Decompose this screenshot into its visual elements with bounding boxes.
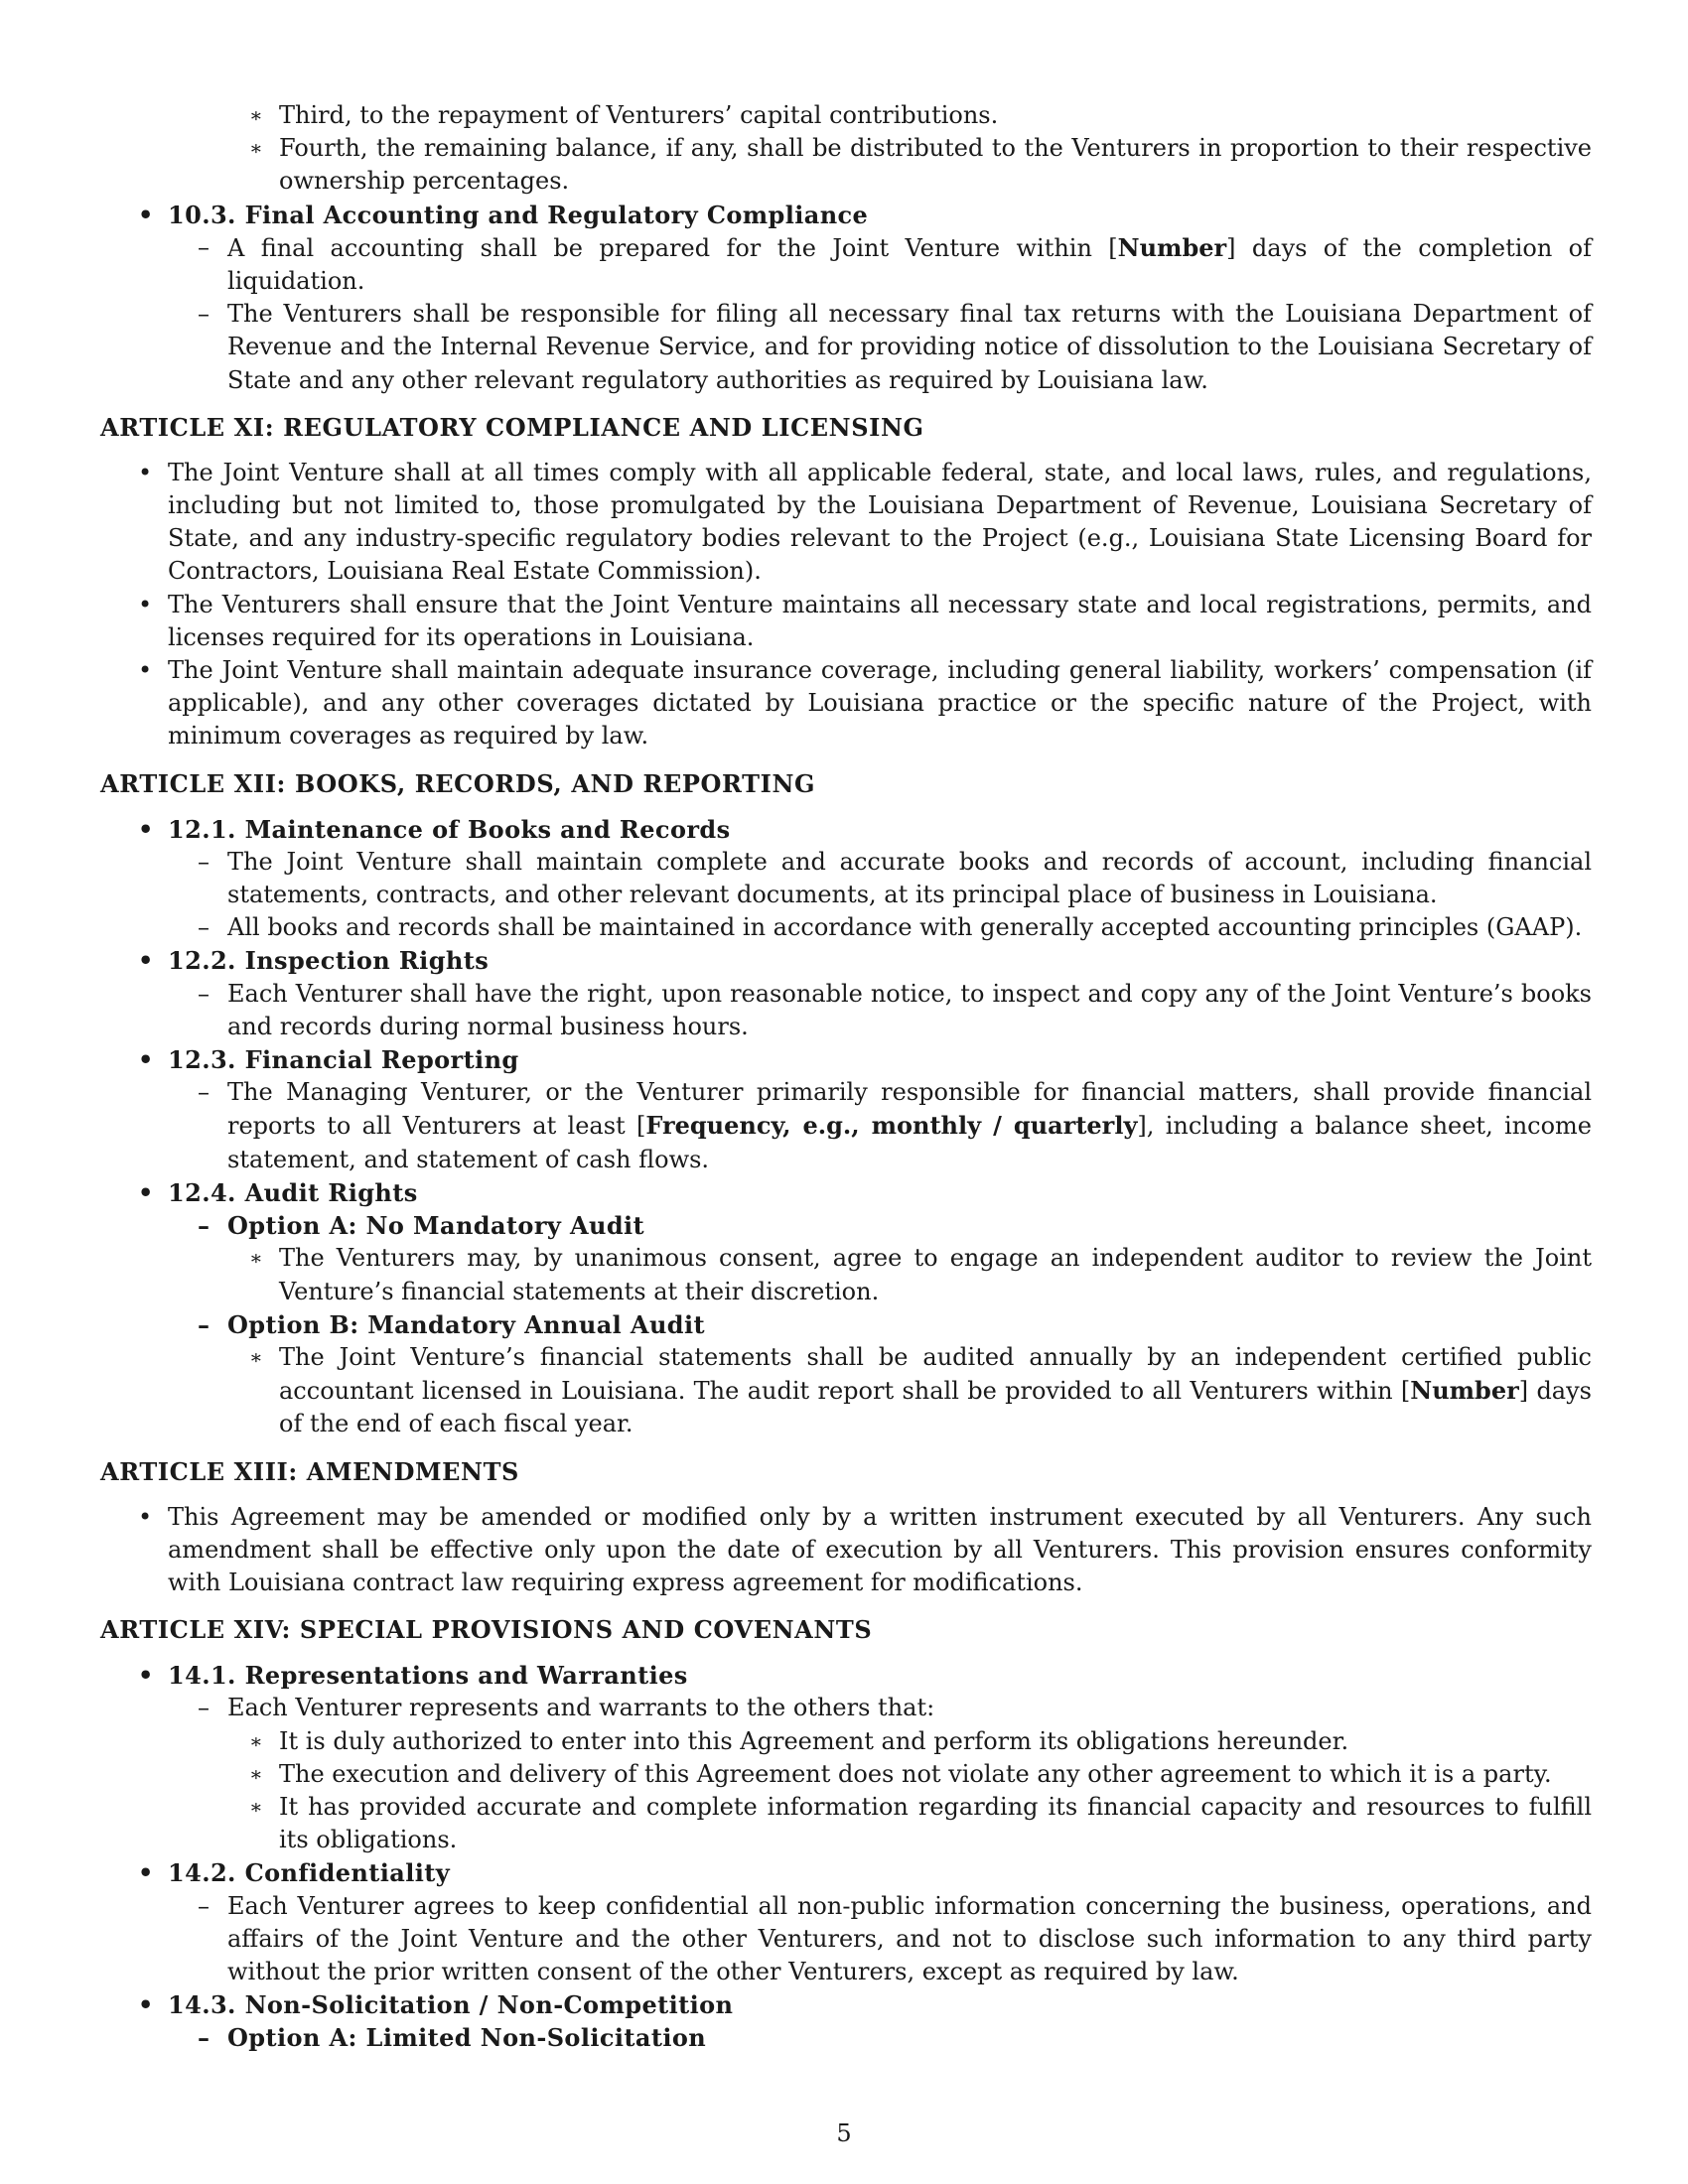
item-text: All books and records shall be maintained in accordance with generally accepted accounting principles (GAAP). <box>227 913 1583 942</box>
list-item <box>100 231 1592 298</box>
option-title <box>100 2021 1592 2054</box>
section-title <box>100 944 1592 977</box>
list-item <box>100 1758 1592 1791</box>
document-page <box>100 99 1592 2055</box>
dash-bullet-icon: – <box>198 300 210 329</box>
bullet-icon: • <box>138 946 154 976</box>
item-text: A final accounting shall be prepared for the Joint Venture within [ <box>227 233 1118 262</box>
item-text: The Venturers shall ensure that the Joint Venture maintains all necessary state and local registrations, permits, and licenses required for its operations in Louisiana. <box>168 590 1592 651</box>
list-item <box>100 978 1592 1043</box>
star-bullet-icon: ∗ <box>249 103 263 127</box>
list-item <box>100 654 1592 753</box>
section-title <box>100 1988 1592 2021</box>
item-text: It has provided accurate and complete information regarding its financial capacity and resources to fulfill its obligations. <box>279 1792 1592 1854</box>
item-text: The Joint Venture shall at all times comply with all applicable federal, state, and local laws, rules, and regulations, including but not limited to, those promulgated by the Louisiana Department of Revenue, Louisiana Secretary of State, and any industry-specific regulatory bodies relevant to the Project (e.g., Louisiana State Licensing Board for Contractors, Louisiana Real Estate Commission). <box>168 458 1592 586</box>
bullet-icon: • <box>138 458 153 486</box>
section-heading-10-3: 10.3. Final Accounting and Regulatory Compliance <box>168 200 869 229</box>
section-title <box>100 1856 1592 1889</box>
star-bullet-icon: ∗ <box>249 1344 263 1369</box>
dash-bullet-icon: – <box>198 1211 211 1241</box>
bullet-icon: • <box>138 590 153 618</box>
item-text: ] days of the end of each fiscal year. <box>279 1377 1592 1438</box>
star-bullet-icon: ∗ <box>249 1794 263 1819</box>
section-title <box>100 813 1592 846</box>
list-item <box>100 1791 1592 1856</box>
list-item <box>100 1341 1592 1441</box>
dash-bullet-icon: – <box>198 913 210 942</box>
section-heading-12-2: 12.2. Inspection Rights <box>168 946 490 976</box>
list-item <box>100 1890 1592 1989</box>
star-bullet-icon: ∗ <box>249 1728 263 1753</box>
section-title <box>100 1043 1592 1076</box>
section-heading-12-1: 12.1. Maintenance of Books and Records <box>168 814 731 844</box>
bullet-icon: • <box>138 814 154 844</box>
list-item <box>100 1242 1592 1307</box>
item-text: Each Venturer shall have the right, upon reasonable notice, to inspect and copy any of the Joint Venture’s books and records during normal business hours. <box>227 979 1592 1040</box>
dash-bullet-icon: – <box>198 232 210 261</box>
dash-bullet-icon: – <box>198 847 210 876</box>
page-number: 5 <box>836 2119 852 2147</box>
item-text: Each Venturer agrees to keep confidential all non-public information concerning the business, operations, and affairs of the Joint Venture and the other Venturers, and not to disclose such information to any third party without the prior written consent of the other Venturers, except as required by law. <box>227 1891 1592 1985</box>
item-text: The Venturers shall be responsible for filing all necessary final tax returns with the Louisiana Department of Revenue and the Internal Revenue Service, and for providing notice of dissolution to the Louisiana Secretary of State and any other relevant regulatory authorities as required by Louisiana law. <box>227 300 1592 394</box>
option-title <box>100 1209 1592 1242</box>
option-b-heading: Option B: Mandatory Annual Audit <box>227 1309 705 1339</box>
list-item <box>100 298 1592 397</box>
section-title <box>100 199 1592 231</box>
list-item <box>100 1501 1592 1600</box>
placeholder-number: Number <box>1410 1376 1519 1406</box>
section-heading-14-2: 14.2. Confidentiality <box>168 1858 451 1888</box>
item-text: ] days of the completion of liquidation. <box>227 233 1593 296</box>
item-text: The Managing Venturer, or the Venturer primarily responsible for financial matters, shall provide financial reports to all Venturers at least [ <box>227 1078 1592 1141</box>
article-heading: ARTICLE XIV: SPECIAL PROVISIONS AND COVENANTS <box>100 1615 873 1645</box>
dash-bullet-icon: – <box>198 979 210 1008</box>
list-item <box>100 1076 1592 1176</box>
item-text: The Joint Venture shall maintain adequate insurance coverage, including general liability, workers’ compensation (if applicable), and any other coverages dictated by Louisiana practice or the specific nature of the Project, with minimum coverages as required by law. <box>168 656 1592 751</box>
star-bullet-icon: ∗ <box>249 136 263 161</box>
list-item <box>100 589 1592 654</box>
dash-bullet-icon: – <box>198 1078 210 1107</box>
article-heading: ARTICLE XI: REGULATORY COMPLIANCE AND LICENSING <box>100 412 924 442</box>
item-text: The Joint Venture’s financial statements shall be audited annually by an independent certified public accountant licensed in Louisiana. The audit report shall be provided to all Venturers within [ <box>279 1342 1592 1406</box>
section-title <box>100 1659 1592 1692</box>
item-text: The execution and delivery of this Agreement does not violate any other agreement to which it is a party. <box>279 1759 1552 1788</box>
list-item <box>100 911 1592 944</box>
section-heading-14-3: 14.3. Non-Solicitation / Non-Competition <box>168 1990 734 2020</box>
dash-bullet-icon: – <box>198 1694 210 1722</box>
item-text: Fourth, the remaining balance, if any, shall be distributed to the Venturers in proportion to their respective ownership percentages. <box>279 134 1592 196</box>
item-text: It is duly authorized to enter into this Agreement and perform its obligations hereunder. <box>279 1726 1349 1755</box>
bullet-icon: • <box>138 1661 154 1691</box>
item-text: Each Venturer represents and warrants to the others that: <box>227 1694 935 1722</box>
article-heading: ARTICLE XII: BOOKS, RECORDS, AND REPORTING <box>100 768 816 798</box>
list-item <box>100 457 1592 589</box>
bullet-icon: • <box>138 1502 153 1531</box>
option-a-heading: Option A: Limited Non-Solicitation <box>227 2023 707 2053</box>
bullet-icon: • <box>138 656 153 685</box>
option-a-heading: Option A: No Mandatory Audit <box>227 1211 645 1241</box>
dash-bullet-icon: – <box>198 2023 211 2053</box>
bullet-icon: • <box>138 1990 154 2020</box>
list-item <box>100 846 1592 911</box>
list-item <box>100 1692 1592 1724</box>
placeholder-frequency: Frequency, e.g., monthly / quarterly <box>645 1111 1138 1141</box>
option-title <box>100 1308 1592 1341</box>
list-item <box>100 99 1592 132</box>
section-title <box>100 1176 1592 1209</box>
item-text: This Agreement may be amended or modified only by a written instrument executed by all Venturers. Any such amendment shall be effective only upon the date of execution by all Venturers. This provision ensures conformity with Louisiana contract law requiring express agreement for modifications. <box>168 1502 1592 1596</box>
dash-bullet-icon: – <box>198 1309 211 1339</box>
section-heading-12-4: 12.4. Audit Rights <box>168 1177 418 1207</box>
bullet-icon: • <box>138 1858 154 1888</box>
list-item <box>100 1725 1592 1758</box>
article-heading: ARTICLE XIII: AMENDMENTS <box>100 1456 519 1486</box>
item-text: The Joint Venture shall maintain complete and accurate books and records of account, including financial statements, contracts, and other relevant documents, at its principal place of business in Louisiana. <box>227 847 1592 909</box>
item-text: Third, to the repayment of Venturers’ capital contributions. <box>279 101 999 129</box>
star-bullet-icon: ∗ <box>249 1246 263 1271</box>
bullet-icon: • <box>138 1177 154 1207</box>
bullet-icon: • <box>138 1045 154 1075</box>
list-item <box>100 132 1592 198</box>
item-text: ], including a balance sheet, income statement, and statement of cash flows. <box>227 1112 1592 1173</box>
section-heading-12-3: 12.3. Financial Reporting <box>168 1045 519 1075</box>
dash-bullet-icon: – <box>198 1891 210 1920</box>
star-bullet-icon: ∗ <box>249 1761 263 1786</box>
section-heading-14-1: 14.1. Representations and Warranties <box>168 1661 688 1691</box>
bullet-icon: • <box>138 200 154 229</box>
item-text: The Venturers may, by unanimous consent, agree to engage an independent auditor to review the Joint Venture’s financial statements at their discretion. <box>279 1244 1592 1305</box>
placeholder-number: Number <box>1117 232 1227 262</box>
